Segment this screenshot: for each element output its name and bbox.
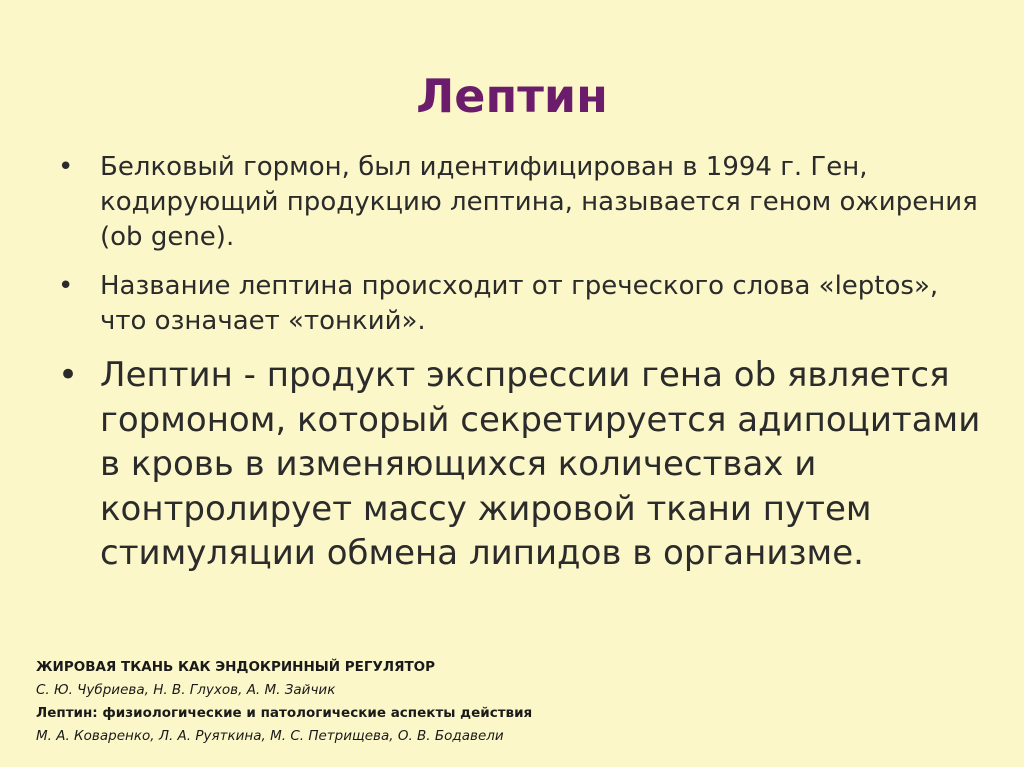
reference-title: ЖИРОВАЯ ТКАНЬ КАК ЭНДОКРИННЫЙ РЕГУЛЯТОР: [36, 659, 436, 675]
bullet-dot: •: [58, 271, 74, 301]
bullet-dot: •: [58, 355, 79, 395]
bullet-item: [58, 150, 988, 255]
bullet-text: Название лептина происходит от греческого слова «leptos», что означает «тонкий».: [100, 271, 939, 336]
slide-title: Лептин: [416, 69, 608, 123]
bullet-list: [58, 150, 988, 576]
reference-authors: М. А. Коваренко, Л. А. Руяткина, М. С. Петрищева, О. В. Бодавели: [36, 728, 504, 744]
bullet-text: Белковый гормон, был идентифицирован в 1994 г. Ген, кодирующий продукцию лептина, называется геном ожирения (ob gene).: [100, 152, 978, 252]
bullet-text: Лептин - продукт экспрессии гена ob является гормоном, который секретируется адипоцитами в кровь в изменяющихся количествах и контролирует массу жировой ткани путем стимуляции обмена липидов в организме.: [100, 355, 981, 573]
references: [36, 656, 996, 748]
bullet-item: [58, 269, 988, 339]
bullet-item: [58, 353, 988, 576]
reference-title: Лептин: физиологические и патологические аспекты действия: [36, 705, 533, 721]
reference-authors: С. Ю. Чубриева, Н. В. Глухов, А. М. Зайчик: [36, 682, 336, 698]
bullet-dot: •: [58, 152, 74, 182]
